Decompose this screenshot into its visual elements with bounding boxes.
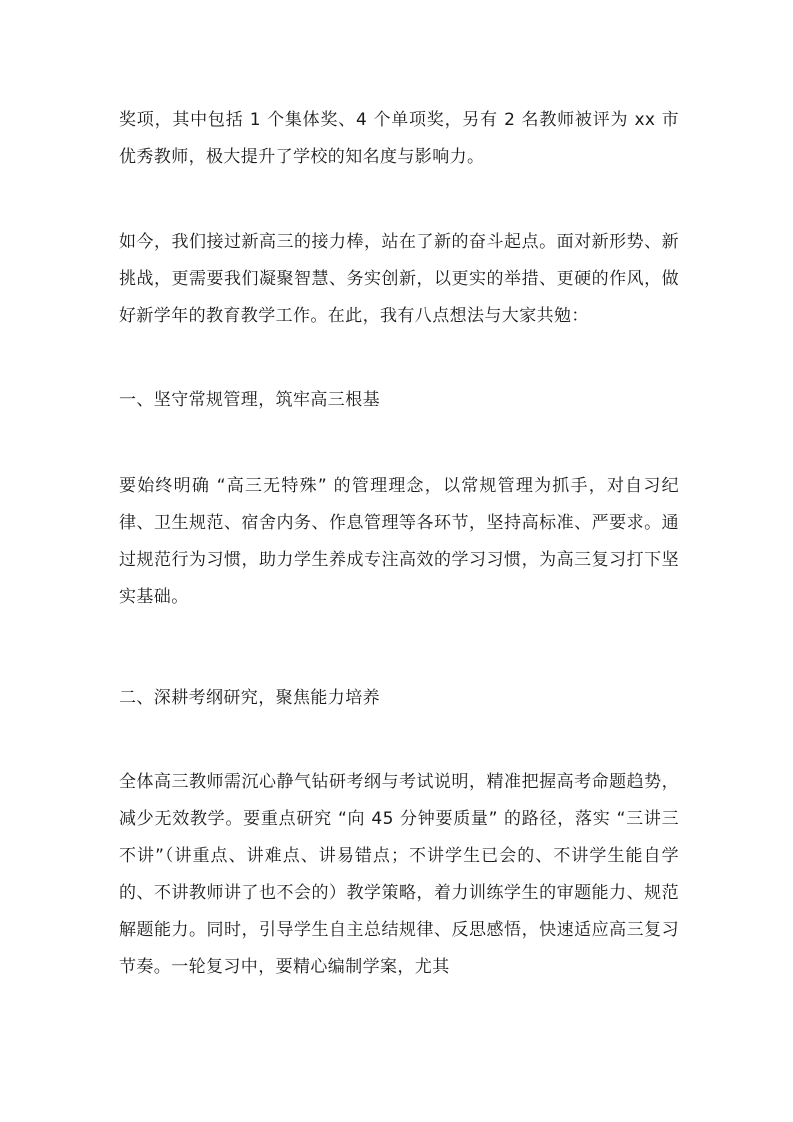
heading-section-2: 二、深耕考纲研究，聚焦能力培养 xyxy=(119,688,380,708)
paragraph-awards: 奖项，其中包括 1 个集体奖、4 个单项奖，另有 2 名教师被评为 xx 市优秀教师，极大提升了学校的知名度与影响力。 xyxy=(119,110,679,167)
paragraph-new-start: 如今，我们接过新高三的接力棒，站在了新的奋斗起点。面对新形势、新挑战，更需要我们凝聚智慧、务实创新，以更实的举措、更硬的作风，做好新学年的教育教学工作。在此，我有八点想法与大家共勉： xyxy=(119,232,679,326)
paragraph-section-1-body: 要始终明确 “高三无特殊” 的管理理念，以常规管理为抓手，对自习纪律、卫生规范、宿舍内务、作息管理等各环节，坚持高标准、严要求。通过规范行为习惯，助力学生养成专注高效的学习习惯，为高三复习打下坚实基础。 xyxy=(119,476,679,607)
paragraph-section-2-body: 全体高三教师需沉心静气钻研考纲与考试说明，精准把握高考命题趋势，减少无效教学。要重点研究 “向 45 分钟要质量” 的路径，落实 “三讲三不讲”（讲重点、讲难点、讲易错点；不讲学生已会的、不讲学生能自学的、不讲教师讲了也不会的）教学策略，着力训练学生的审题能力、规范解题能力。同时，引导学生自主总结规律、反思感悟，快速适应高三复习节奏。一轮复习中，要精心编制学案，尤其 xyxy=(119,772,679,977)
heading-section-1: 一、坚守常规管理，筑牢高三根基 xyxy=(119,390,380,410)
